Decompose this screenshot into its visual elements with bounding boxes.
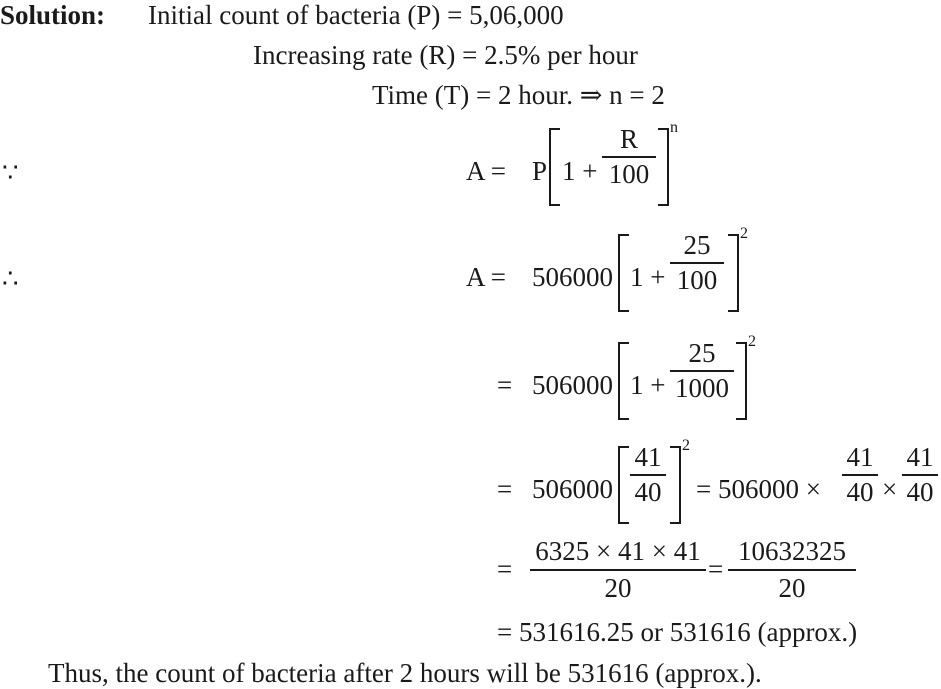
step4-left-bracket	[618, 446, 629, 524]
step2-exponent: 2	[740, 225, 748, 242]
step3-fraction-bar	[670, 370, 734, 372]
step4-denominator-2: 40	[846, 477, 874, 507]
step2-numerator: 25	[683, 230, 711, 260]
step4-fraction	[630, 444, 666, 506]
step4-coefficient: 506000	[532, 474, 613, 504]
step2-denominator: 100	[676, 265, 718, 295]
step5-fraction-2	[728, 538, 856, 602]
given-time: Time (T) = 2 hour. ⇒ n = 2	[372, 80, 665, 110]
given-increasing-rate: Increasing rate (R) = 2.5% per hour	[253, 40, 638, 70]
step3-equals: =	[497, 370, 513, 400]
step5-numerator: 6325 × 41 × 41	[535, 536, 701, 566]
step4-denominator: 40	[634, 477, 662, 507]
step4-expanded: = 506000 ×	[696, 474, 821, 504]
step1-p: P	[532, 156, 548, 186]
step3-one-plus: 1 +	[630, 370, 666, 400]
step1-fraction	[602, 126, 656, 188]
step3-fraction	[670, 340, 734, 402]
step2-left-bracket	[618, 234, 629, 312]
step1-denominator: 100	[608, 159, 650, 189]
given-initial-count: Initial count of bacteria (P) = 5,06,000	[148, 0, 564, 30]
step1-numerator: R	[619, 124, 638, 154]
step2-coefficient: 506000	[532, 262, 613, 292]
step2-one-plus: 1 +	[630, 262, 666, 292]
step4-denominator-3: 40	[906, 477, 934, 507]
step1-fraction-bar	[602, 156, 656, 158]
step1-left-bracket	[549, 128, 560, 206]
step2-fraction-bar	[670, 262, 724, 264]
step5-fraction	[530, 538, 706, 602]
step4-fraction-bar-3	[902, 474, 938, 476]
step4-exponent: 2	[682, 437, 690, 454]
step4-numerator: 41	[634, 442, 662, 472]
step2-right-bracket	[728, 234, 739, 312]
solution-label: Solution:	[0, 0, 106, 30]
because-symbol: ∵	[2, 158, 19, 187]
step3-right-bracket	[736, 342, 747, 420]
step1-right-bracket	[658, 128, 669, 206]
step4-fraction-3	[902, 444, 938, 506]
step3-coefficient: 506000	[532, 370, 613, 400]
step5-fraction-bar	[530, 569, 706, 571]
step5-denominator: 20	[604, 573, 632, 603]
step3-left-bracket	[618, 342, 629, 420]
step4-equals: =	[497, 474, 513, 504]
step5-equals: =	[497, 554, 513, 584]
step4-numerator-3: 41	[906, 442, 934, 472]
therefore-symbol: ∴	[2, 264, 19, 293]
step3-exponent: 2	[748, 333, 756, 350]
step6-result: = 531616.25 or 531616 (approx.)	[497, 617, 858, 647]
step3-denominator: 1000	[675, 373, 729, 403]
step4-numerator-2: 41	[846, 442, 874, 472]
step1-lhs: A =	[466, 156, 506, 186]
step3-numerator: 25	[688, 338, 716, 368]
step1-exponent: n	[670, 119, 678, 136]
step5-numerator-2: 10632325	[738, 536, 846, 566]
step5-equals-2: =	[708, 554, 724, 584]
step4-times: ×	[882, 474, 898, 504]
step4-right-bracket	[670, 446, 681, 524]
step2-lhs: A =	[466, 262, 506, 292]
step1-one-plus: 1 +	[562, 156, 598, 186]
step2-fraction	[670, 232, 724, 294]
conclusion-text: Thus, the count of bacteria after 2 hours will be 531616 (approx.).	[48, 658, 762, 688]
step5-denominator-2: 20	[778, 573, 806, 603]
step5-fraction-bar-2	[728, 569, 856, 571]
step4-fraction-2	[842, 444, 878, 506]
step4-fraction-bar	[630, 474, 666, 476]
step4-fraction-bar-2	[842, 474, 878, 476]
